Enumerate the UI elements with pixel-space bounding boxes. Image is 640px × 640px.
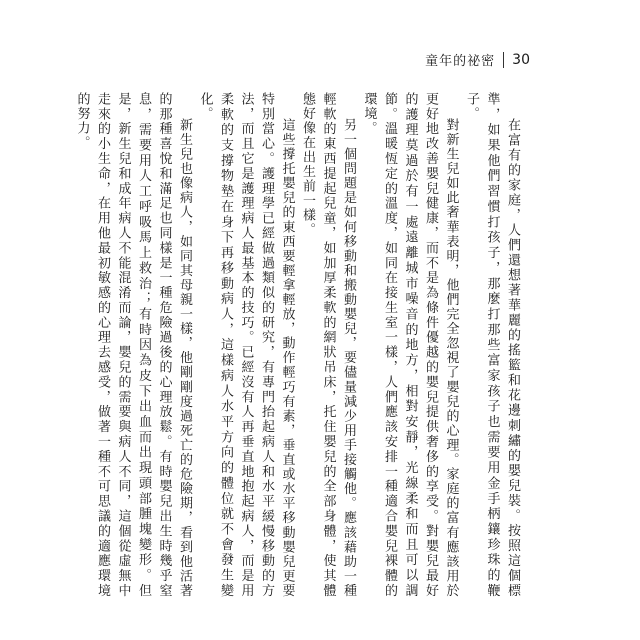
paragraph: 新生兒也像病人，如同其母親一樣，他剛剛度過死亡的危險期，看到他活著的那種喜悅和滿足也同樣是一種危險過後的心理放鬆。有時嬰兒出生時幾乎窒息，需要用人工呼吸馬上救治；有時因為皮下出血而出現頭部腫塊變形。但是，新生兒和成年病人不能混淆而論，嬰兒的需要與病人不同，這個從虛無中走來的小生命，在用他最初敏感的心理去感受，做著一種不可思議的適應環境的努力。: [74, 92, 192, 598]
paragraph: 在富有的家庭，人們還想著華麗的搖籃和花邊刺繡的嬰兒裝。按照這個標準，如果他們習慣打孩子，那麼打那些富家孩子也需要用金手柄鑲珍珠的鞭子。: [464, 92, 520, 598]
vertical-body-text: [74, 92, 522, 598]
paragraph: 這些撐托嬰兒的東西要輕拿輕放，動作輕巧有素，垂直或水平移動嬰兒更要特別當心。護理學已經做過類似的研究，有專門抬起病人和水平緩慢移動的方法，而且它是護理病人最基本的技巧。已經沒有人再垂直地抱起病人，而是用柔軟的支撐物墊在身下再移動病人，這樣病人水平方向的體位就不會發生變化。: [197, 92, 295, 598]
chapter-title: 童年的祕密: [425, 54, 496, 69]
header-divider: [503, 52, 504, 68]
paragraph: 另一個問題是如何移動和搬動嬰兒，要儘量減少用手接觸他。應該藉助一種輕軟的東西提起兒童，如加厚柔軟的網狀吊床，托住嬰兒的全部身體，使其體態好像在出生前一樣。: [300, 92, 356, 598]
running-header: [425, 50, 530, 69]
page-number: 30: [512, 51, 530, 68]
paragraph: 對新生兒如此奢華表明，他們完全忽視了嬰兒的心理。家庭的富有應該用於更好地改善嬰兒健康，而不是為條件優越的嬰兒提供奢侈的享受。對嬰兒最好的護理莫過於有一處遠離城市噪音的地方，相對安靜，光線柔和而且可以調節。溫暖恆定的溫度，如同在接生室一樣，人們應該安排一種適合嬰兒裸體的環境。: [361, 92, 459, 598]
